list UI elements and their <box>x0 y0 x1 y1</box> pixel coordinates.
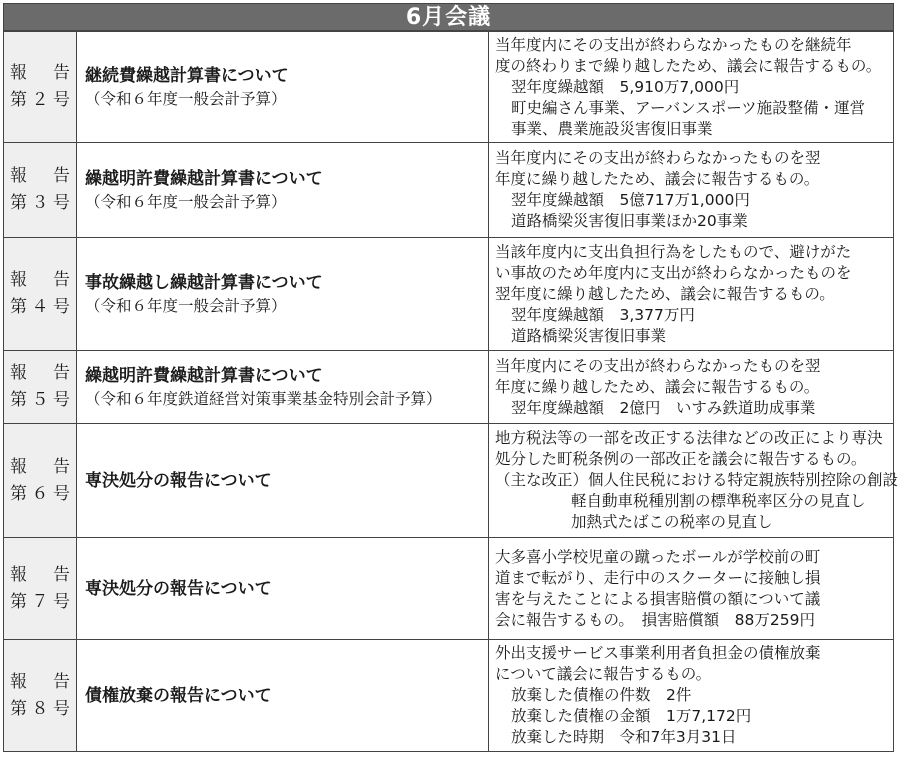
report-number-char: 報 <box>10 166 27 186</box>
report-number-char: ２ <box>31 90 49 110</box>
report-number-char: ５ <box>31 390 49 410</box>
report-budget: （令和６年度一般会計予算） <box>85 90 287 108</box>
report-number-char: 第 <box>10 90 27 110</box>
description-line: 処分した町税条例の一部改正を議会に報告するもの。 <box>495 450 867 468</box>
description-line: 当年度内にその支出が終わらなかったものを翌 <box>495 356 821 375</box>
description-line: 当年度内にその支出が終わらなかったものを翌 <box>495 149 821 167</box>
report-row <box>4 424 894 538</box>
report-number-char: 報 <box>10 63 27 83</box>
report-number-char: ８ <box>31 698 49 719</box>
report-description <box>489 238 894 351</box>
report-subject-cell <box>77 143 489 238</box>
description-line: 当該年度内に支出負担行為をしたもので、避けがた <box>495 242 852 261</box>
description-line: 翌年度繰越額 5,910万7,000円 <box>511 77 740 96</box>
report-number-char: 号 <box>53 591 70 612</box>
description-line: 加熱式たばこの税率の見直し <box>571 513 773 531</box>
report-number-char: 号 <box>53 390 70 410</box>
description-line: 年度に繰り越したため、議会に報告するもの。 <box>495 377 820 396</box>
report-number-char: 報 <box>10 456 27 477</box>
table-title: 6月会議 <box>3 3 894 31</box>
meeting-report-table <box>3 3 899 752</box>
report-description <box>489 538 894 640</box>
description-line: い事故のため年度内に支出が終わらなかったものを <box>495 263 852 282</box>
report-description <box>489 424 899 538</box>
report-subject: 債権放棄の報告について <box>85 685 272 706</box>
report-number <box>4 143 77 238</box>
description-line: 道路橋梁災害復旧事業ほか20事業 <box>511 212 748 230</box>
report-number-char: 告 <box>53 363 70 383</box>
report-subject: 専決処分の報告について <box>85 470 272 491</box>
report-subject-cell <box>77 538 489 640</box>
description-line: 翌年度繰越額 5億717万1,000円 <box>511 191 750 209</box>
report-subject: 繰越明許費繰越計算書について <box>85 169 323 189</box>
description-line: 翌年度に繰り越したため、議会に報告するもの。 <box>495 284 835 303</box>
report-row <box>4 351 894 424</box>
report-number-char: 告 <box>53 456 70 477</box>
report-budget: （令和６年度一般会計予算） <box>85 193 287 211</box>
report-number-char: 号 <box>53 483 70 504</box>
report-number <box>4 351 77 424</box>
description-line: 地方税法等の一部を改正する法律などの改正により専決 <box>495 429 883 447</box>
report-budget: （令和６年度一般会計予算） <box>85 297 287 315</box>
report-number-char: 告 <box>53 63 70 83</box>
report-description <box>489 143 894 238</box>
report-number-char: 告 <box>53 166 70 186</box>
description-line: （主な改正）個人住民税における特定親族特別控除の創設 <box>495 471 899 489</box>
description-line: 道路橋梁災害復旧事業 <box>511 326 667 345</box>
report-number-char: 報 <box>10 564 27 585</box>
report-subject: 事故繰越し繰越計算書について <box>85 273 323 293</box>
report-number-char: ４ <box>31 297 49 317</box>
report-number-char: 第 <box>10 483 27 504</box>
report-subject-cell <box>77 640 489 752</box>
description-line: 道まで転がり、走行中のスクーターに接触し損 <box>495 568 821 587</box>
description-line: 度の終わりまで繰り越したため、議会に報告するもの。 <box>495 56 882 75</box>
report-number-char: ７ <box>31 591 49 612</box>
description-line: 放棄した時期 令和7年3月31日 <box>511 728 737 746</box>
report-row <box>4 238 894 351</box>
report-number-char: 告 <box>53 564 70 585</box>
report-description <box>489 32 894 143</box>
report-row <box>4 32 894 143</box>
report-subject: 専決処分の報告について <box>85 578 272 599</box>
report-budget: （令和６年度鉄道経営対策事業基金特別会計予算） <box>85 390 442 408</box>
report-items-table <box>3 31 899 752</box>
report-number-char: 第 <box>10 193 27 213</box>
report-subject-cell <box>77 238 489 351</box>
report-number-char: 第 <box>10 591 27 612</box>
report-number-char: 報 <box>10 671 27 692</box>
report-subject-cell <box>77 351 489 424</box>
report-number-char: 第 <box>10 390 27 410</box>
report-number-char: 第 <box>10 297 27 317</box>
description-line: 事業、農業施設災害復旧事業 <box>511 119 713 138</box>
description-line: 軽自動車税種別割の標準税率区分の見直し <box>571 492 866 510</box>
report-number <box>4 538 77 640</box>
description-line: 翌年度繰越額 3,377万円 <box>511 305 695 324</box>
report-row <box>4 143 894 238</box>
report-number <box>4 32 77 143</box>
description-line: 会に報告するもの。 損害賠償額 88万259円 <box>495 610 815 629</box>
report-number-char: 号 <box>53 698 70 719</box>
report-subject-cell <box>77 32 489 143</box>
report-row <box>4 640 894 752</box>
report-number-char: 報 <box>10 270 27 290</box>
report-number-char: ３ <box>31 193 49 213</box>
report-subject: 継続費繰越計算書について <box>85 66 289 86</box>
report-subject-cell <box>77 424 489 538</box>
description-line: 外出支援サービス事業利用者負担金の債権放棄 <box>495 644 821 662</box>
description-line: 害を与えたことによる損害賠償の額について議 <box>495 589 821 608</box>
description-line: 年度に繰り越したため、議会に報告するもの。 <box>495 170 820 188</box>
report-number-char: 報 <box>10 363 27 383</box>
report-description <box>489 351 894 424</box>
report-row <box>4 538 894 640</box>
report-number-char: 号 <box>53 90 70 110</box>
description-line: 当年度内にその支出が終わらなかったものを継続年 <box>495 35 852 54</box>
report-number-char: 告 <box>53 270 70 290</box>
description-line: 放棄した債権の件数 2件 <box>511 686 692 704</box>
report-number <box>4 238 77 351</box>
report-number <box>4 640 77 752</box>
description-line: 放棄した債権の金額 1万7,172円 <box>511 707 752 725</box>
description-line: について議会に報告するもの。 <box>495 665 712 683</box>
report-number <box>4 424 77 538</box>
description-line: 大多喜小学校児童の蹴ったボールが学校前の町 <box>495 547 821 566</box>
report-number-char: ６ <box>31 483 49 504</box>
report-number-char: 第 <box>10 698 27 719</box>
report-subject: 繰越明許費繰越計算書について <box>85 366 323 386</box>
description-line: 町史編さん事業、アーバンスポーツ施設整備・運営 <box>511 98 866 117</box>
report-number-char: 告 <box>53 671 70 692</box>
description-line: 翌年度繰越額 2億円 いすみ鉄道助成事業 <box>511 398 816 417</box>
report-number-char: 号 <box>53 193 70 213</box>
report-number-char: 号 <box>53 297 70 317</box>
report-description <box>489 640 894 752</box>
